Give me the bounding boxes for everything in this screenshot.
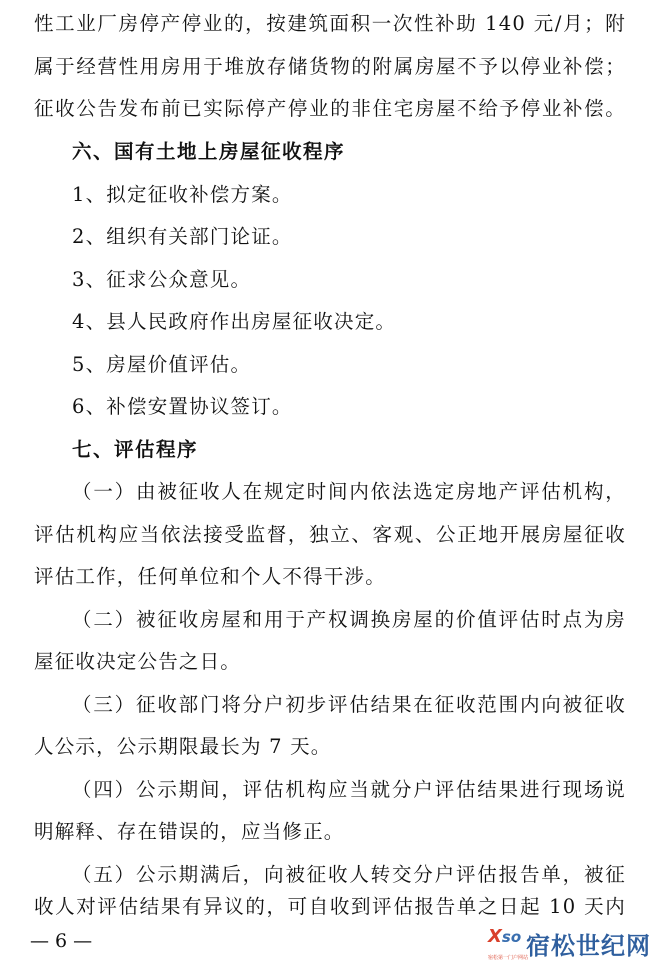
- body-line: 性工业厂房停产停业的，按建筑面积一次性补助 140 元/月；附: [34, 12, 626, 35]
- paragraph-line: （二）被征收房屋和用于产权调换房屋的价值评估时点为房: [72, 608, 626, 631]
- paragraph-line: （三）征收部门将分户初步评估结果在征收范围内向被征收: [72, 693, 626, 716]
- list-item: 5、房屋价值评估。: [72, 353, 252, 376]
- paragraph-line: （四）公示期间，评估机构应当就分户评估结果进行现场说: [72, 778, 626, 801]
- page-number: — 6 —: [30, 930, 93, 952]
- site-watermark: [488, 924, 651, 968]
- list-item: 3、征求公众意见。: [72, 268, 252, 291]
- paragraph-line: （五）公示期满后，向被征收人转交分户评估报告单，被征: [72, 863, 626, 886]
- watermark-tagline: 宿松第一门户网站: [488, 955, 529, 961]
- paragraph-line: 明解释、存在错误的，应当修正。: [34, 820, 345, 843]
- paragraph-line: 收人对评估结果有异议的，可自收到评估报告单之日起 10 天内: [34, 895, 626, 918]
- list-item: 2、组织有关部门论证。: [72, 225, 293, 248]
- section-heading: 七、评估程序: [72, 438, 199, 461]
- paragraph-line: （一）由被征收人在规定时间内依法选定房地产评估机构，: [72, 480, 626, 503]
- paragraph-line: 评估机构应当依法接受监督，独立、客观、公正地开展房屋征收: [34, 523, 626, 546]
- watermark-site-name: 宿松世纪网: [526, 931, 651, 960]
- watermark-logo-x: X: [488, 926, 502, 947]
- watermark-logo: [488, 926, 522, 954]
- body-line: 征收公告发布前已实际停产停业的非住宅房屋不给予停业补偿。: [34, 97, 626, 120]
- paragraph-line: 人公示，公示期限最长为 7 天。: [34, 735, 332, 758]
- list-item: 1、拟定征收补偿方案。: [72, 183, 293, 206]
- body-line: 属于经营性用房用于堆放存储货物的附属房屋不予以停业补偿；: [34, 55, 626, 78]
- list-item: 6、补偿安置协议签订。: [72, 395, 293, 418]
- paragraph-line: 评估工作，任何单位和个人不得干涉。: [34, 565, 386, 588]
- paragraph-line: 屋征收决定公告之日。: [34, 650, 242, 673]
- list-item: 4、县人民政府作出房屋征收决定。: [72, 310, 397, 333]
- watermark-logo-rest: so: [501, 928, 522, 946]
- section-heading: 六、国有土地上房屋征收程序: [72, 140, 346, 163]
